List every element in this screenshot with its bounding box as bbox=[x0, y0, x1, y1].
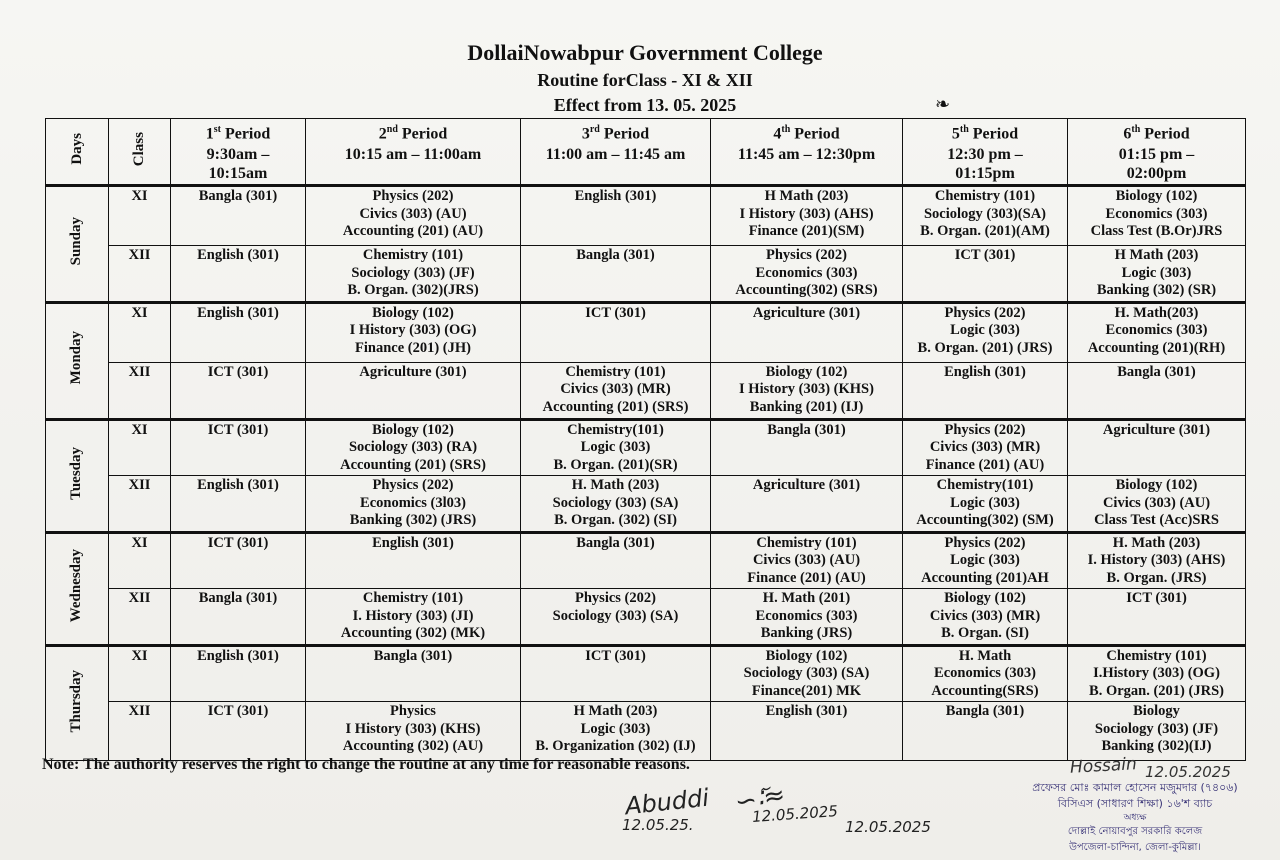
subject-line: Banking (302) (SR) bbox=[1096, 282, 1217, 299]
signature-date: 12.05.25. bbox=[622, 816, 694, 834]
period-header: 2nd Period bbox=[306, 119, 521, 145]
subject-line: I History (303) (OG) bbox=[349, 322, 477, 339]
subject-line: Bangla (301) bbox=[945, 703, 1025, 720]
subject-line: Logic (303) bbox=[950, 494, 1020, 511]
period-header: 5th Period bbox=[903, 119, 1068, 145]
subject-line: ICT (301) bbox=[207, 421, 269, 438]
subject-line: Civics (303) (AU) bbox=[359, 205, 467, 222]
period-time: 12:30 pm – 01:15pm bbox=[903, 144, 1068, 186]
subject-line: I.History (303) (OG) bbox=[1093, 665, 1220, 682]
subject-line: ICT (301) bbox=[207, 703, 269, 720]
class-label: XI bbox=[109, 532, 171, 589]
schedule-cell bbox=[171, 362, 306, 419]
subject-line: Economics (303) bbox=[1105, 205, 1208, 222]
schedule-cell bbox=[1068, 589, 1246, 646]
schedule-cell bbox=[171, 589, 306, 646]
schedule-cell bbox=[521, 589, 711, 646]
subject-line: Class Test (Acc)SRS bbox=[1094, 512, 1219, 529]
subject-line: Bangla (301) bbox=[198, 188, 278, 205]
signature-date: 12.05.2025 bbox=[1145, 763, 1231, 781]
subject-line: B. Organ. (201)(SR) bbox=[553, 456, 678, 473]
schedule-cell bbox=[711, 476, 903, 533]
subject-line: Agriculture (301) bbox=[752, 477, 861, 494]
class-label: XI bbox=[109, 419, 171, 476]
schedule-cell bbox=[1068, 476, 1246, 533]
subject-line: Sociology (303) (SA) bbox=[552, 494, 679, 511]
subject-line: Finance (201) (AU) bbox=[925, 456, 1045, 473]
table-row bbox=[46, 186, 1246, 246]
subject-line: Biology (102) bbox=[944, 590, 1026, 607]
subject-line: I. History (303) (JI) bbox=[352, 607, 474, 624]
schedule-cell bbox=[306, 476, 521, 533]
subject-line: ICT (301) bbox=[1126, 590, 1187, 607]
period-time: 11:00 am – 11:45 am bbox=[521, 144, 711, 186]
schedule-cell bbox=[1068, 419, 1246, 476]
subject-line: Accounting (201)(RH) bbox=[1087, 339, 1226, 356]
subject-line: English (301) bbox=[944, 363, 1026, 380]
schedule-cell bbox=[171, 246, 306, 303]
table-row bbox=[46, 246, 1246, 303]
schedule-cell bbox=[521, 186, 711, 246]
subject-line: English (301) bbox=[765, 703, 848, 720]
class-header: Class bbox=[109, 119, 171, 186]
subject-line: Sociology (303)(SA) bbox=[923, 205, 1047, 222]
subject-line: Bangla (301) bbox=[198, 590, 278, 607]
subject-line: Sociology (303) (JF) bbox=[351, 264, 475, 281]
schedule-cell bbox=[903, 532, 1068, 589]
subject-line: Economics (303) bbox=[755, 264, 858, 281]
subject-line: Chemistry(101) bbox=[936, 477, 1034, 494]
subject-line: Economics (3l03) bbox=[360, 494, 466, 511]
schedule-cell bbox=[171, 476, 306, 533]
subject-line: Chemistry (101) bbox=[756, 534, 857, 551]
schedule-cell bbox=[521, 702, 711, 761]
class-label: XII bbox=[109, 589, 171, 646]
subject-line: Finance(201) MK bbox=[751, 682, 862, 699]
schedule-cell bbox=[306, 419, 521, 476]
subject-line: H Math (203) bbox=[764, 188, 849, 205]
subject-line: ICT (301) bbox=[207, 534, 269, 551]
subject-line: H. Math(203) bbox=[1114, 304, 1199, 321]
subject-line: English (301) bbox=[197, 247, 279, 264]
subject-line: Physics (202) bbox=[575, 590, 656, 607]
subject-line: Finance (201) (AU) bbox=[747, 569, 866, 586]
schedule-cell bbox=[711, 186, 903, 246]
schedule-cell bbox=[521, 645, 711, 702]
subject-line: Biology (102) bbox=[1115, 188, 1198, 205]
subject-line: I History (303) (AHS) bbox=[739, 205, 874, 222]
subject-line: Agriculture (301) bbox=[359, 363, 467, 380]
subject-line: Accounting(302) (SRS) bbox=[735, 282, 878, 299]
table-row bbox=[46, 645, 1246, 702]
schedule-cell bbox=[903, 362, 1068, 419]
subject-line: H Math (203) bbox=[1114, 247, 1199, 264]
subject-line: Sociology (303) (RA) bbox=[348, 439, 478, 456]
subject-line: Physics (202) bbox=[944, 421, 1026, 438]
subject-line: English (301) bbox=[197, 477, 279, 494]
subject-line: Biology (102) bbox=[1115, 477, 1198, 494]
schedule-cell bbox=[711, 246, 903, 303]
subject-line: Chemistry(101) bbox=[567, 421, 664, 438]
table-row bbox=[46, 589, 1246, 646]
subject-line: B. Organ. (SI) bbox=[941, 625, 1029, 642]
effect-date: Effect from 13. 05. 2025 bbox=[553, 95, 737, 115]
subject-line: Accounting (201) (AU) bbox=[342, 223, 484, 240]
subject-line: B. Organ. (302) (SI) bbox=[554, 512, 677, 529]
class-label: XII bbox=[109, 702, 171, 761]
signature-date: 12.05.2025 bbox=[751, 802, 839, 826]
schedule-cell bbox=[521, 362, 711, 419]
subject-line: Biology (102) bbox=[372, 304, 454, 321]
subject-line: Agriculture (301) bbox=[1102, 421, 1211, 438]
schedule-cell bbox=[171, 702, 306, 761]
subject-line: Banking (302) (JRS) bbox=[349, 512, 477, 529]
subject-line: Chemistry (101) bbox=[934, 188, 1036, 205]
schedule-cell bbox=[1068, 702, 1246, 761]
subject-line: Economics (303) bbox=[934, 665, 1036, 682]
schedule-cell bbox=[903, 246, 1068, 303]
class-label: XI bbox=[109, 645, 171, 702]
subject-line: H Math (203) bbox=[573, 703, 658, 720]
schedule-cell bbox=[171, 645, 306, 702]
signature-date: 12.05.2025 bbox=[845, 818, 931, 836]
schedule-cell bbox=[903, 302, 1068, 362]
head-signature: Hossain bbox=[1069, 754, 1138, 778]
subject-line: I History (303) (KHS) bbox=[345, 720, 481, 737]
subject-line: Civics (303) (MR) bbox=[929, 607, 1041, 624]
member-signature: ∽∶ٓ≈ bbox=[732, 779, 788, 819]
subject-line: Banking (JRS) bbox=[760, 625, 853, 642]
subject-line: Accounting (201) (SRS) bbox=[340, 456, 486, 473]
subject-line: English (301) bbox=[197, 647, 279, 664]
table-row bbox=[46, 476, 1246, 533]
subject-line: Civics (303) (AU) bbox=[1102, 494, 1211, 511]
schedule-cell bbox=[903, 419, 1068, 476]
subject-line: Chemistry (101) bbox=[1106, 647, 1207, 664]
subject-line: Physics (202) bbox=[372, 188, 454, 205]
schedule-cell bbox=[903, 645, 1068, 702]
subject-line: I History (303) (KHS) bbox=[739, 381, 874, 398]
subject-line: B. Organ. (201) (JRS) bbox=[1089, 682, 1224, 699]
subject-line: Agriculture (301) bbox=[752, 304, 861, 321]
subject-line: Logic (303) bbox=[580, 439, 651, 456]
subject-line: Finance (201) (JH) bbox=[355, 339, 471, 356]
subject-line: Physics (202) bbox=[372, 477, 454, 494]
subject-line: Bangla (301) bbox=[767, 421, 846, 438]
subject-line: Economics (303) bbox=[1105, 322, 1208, 339]
routine-note: Note: The authority reserves the right to change the routine at any time for reasonable reasons. bbox=[42, 756, 690, 773]
table-row bbox=[46, 302, 1246, 362]
subject-line: Biology (102) bbox=[765, 647, 848, 664]
schedule-cell bbox=[1068, 302, 1246, 362]
table-row bbox=[46, 419, 1246, 476]
subject-line: Bangla (301) bbox=[576, 534, 655, 551]
subject-line: Bangla (301) bbox=[1117, 363, 1196, 380]
schedule-cell bbox=[306, 589, 521, 646]
table-row bbox=[46, 362, 1246, 419]
schedule-cell bbox=[1068, 645, 1246, 702]
subject-line: Civics (303) (MR) bbox=[929, 439, 1041, 456]
schedule-cell bbox=[306, 702, 521, 761]
subject-line: Logic (303) bbox=[950, 552, 1020, 569]
subject-line: B. Organ. (302)(JRS) bbox=[347, 282, 479, 299]
schedule-cell bbox=[711, 362, 903, 419]
class-label: XI bbox=[109, 186, 171, 246]
table-row bbox=[46, 532, 1246, 589]
days-header: Days bbox=[46, 119, 109, 186]
subject-line: Physics (202) bbox=[944, 534, 1026, 551]
day-label: Tuesday bbox=[46, 419, 109, 532]
schedule-cell bbox=[711, 645, 903, 702]
subject-line: Accounting (302) (AU) bbox=[342, 738, 484, 755]
period-header: 3rd Period bbox=[521, 119, 711, 145]
subject-line: Accounting (302) (MK) bbox=[340, 625, 486, 642]
class-label: XII bbox=[109, 362, 171, 419]
subject-line: H. Math (201) bbox=[762, 590, 851, 607]
schedule-cell bbox=[521, 246, 711, 303]
subject-line: Physics (202) bbox=[766, 247, 847, 264]
schedule-cell bbox=[903, 702, 1068, 761]
subject-line: Banking (302)(IJ) bbox=[1101, 738, 1212, 755]
class-label: XII bbox=[109, 246, 171, 303]
subject-line: Accounting(SRS) bbox=[931, 682, 1039, 699]
routine-title: Routine forClass - XI & XII bbox=[537, 70, 753, 90]
subject-line: Physics bbox=[390, 703, 436, 720]
subject-line: English (301) bbox=[197, 304, 279, 321]
subject-line: Logic (303) bbox=[580, 720, 651, 737]
period-header: 4th Period bbox=[711, 119, 903, 145]
subject-line: ICT (301) bbox=[585, 304, 646, 321]
subject-line: H. Math (203) bbox=[1112, 534, 1201, 551]
schedule-cell bbox=[521, 302, 711, 362]
official-stamp: প্রফেসর মোঃ কামাল হোসেন মজুমদার (৭৪০৬) বিসিএস (সাধারণ শিক্ষা) ১৬'শ ব্যাচ অধ্যক্ষ দোল্লাই নোয়াবপুর সরকারি কলেজ উপজেলা-চান্দিনা, জেলা-কুমিল্লা। bbox=[1032, 781, 1238, 853]
day-label: Monday bbox=[46, 302, 109, 419]
subject-line: Accounting(302) (SM) bbox=[916, 512, 1054, 529]
subject-line: ICT (301) bbox=[207, 363, 269, 380]
period-header: 1st Period bbox=[171, 119, 306, 145]
schedule-cell bbox=[521, 476, 711, 533]
subject-line: Sociology (303) (SA) bbox=[743, 665, 870, 682]
schedule-cell bbox=[711, 702, 903, 761]
table-row bbox=[46, 702, 1246, 761]
subject-line: Chemistry (101) bbox=[362, 247, 464, 264]
schedule-cell bbox=[903, 186, 1068, 246]
subject-line: Biology bbox=[1133, 703, 1180, 720]
subject-line: Logic (303) bbox=[950, 322, 1020, 339]
subject-line: Civics (303) (AU) bbox=[752, 552, 861, 569]
day-label: Sunday bbox=[46, 186, 109, 303]
subject-line: Physics (202) bbox=[944, 304, 1026, 321]
day-label: Wednesday bbox=[46, 532, 109, 645]
class-label: XII bbox=[109, 476, 171, 533]
subject-line: B. Organization (302) (IJ) bbox=[535, 738, 696, 755]
schedule-cell bbox=[1068, 246, 1246, 303]
subject-line: Chemistry (101) bbox=[362, 590, 464, 607]
schedule-cell bbox=[521, 532, 711, 589]
schedule-cell bbox=[1068, 532, 1246, 589]
period-header: 6th Period bbox=[1068, 119, 1246, 145]
subject-line: Biology (102) bbox=[372, 421, 454, 438]
subject-line: B. Organ. (201)(AM) bbox=[920, 223, 1050, 240]
subject-line: I. History (303) (AHS) bbox=[1087, 552, 1226, 569]
subject-line: Chemistry (101) bbox=[565, 363, 666, 380]
schedule-cell bbox=[711, 419, 903, 476]
subject-line: Biology (102) bbox=[765, 363, 848, 380]
subject-line: ICT (301) bbox=[954, 247, 1016, 264]
subject-line: Finance (201)(SM) bbox=[748, 223, 865, 240]
period-time: 01:15 pm – 02:00pm bbox=[1068, 144, 1246, 186]
subject-line: Bangla (301) bbox=[373, 647, 453, 664]
class-label: XI bbox=[109, 302, 171, 362]
subject-line: Class Test (B.Or)JRS bbox=[1090, 223, 1223, 240]
schedule-cell bbox=[521, 419, 711, 476]
schedule-cell bbox=[711, 589, 903, 646]
subject-line: Bangla (301) bbox=[576, 247, 655, 264]
subject-line: H. Math bbox=[958, 647, 1012, 664]
schedule-cell bbox=[711, 302, 903, 362]
schedule-cell bbox=[306, 246, 521, 303]
routine-table bbox=[45, 118, 1246, 761]
schedule-cell bbox=[1068, 186, 1246, 246]
schedule-cell bbox=[306, 186, 521, 246]
schedule-cell bbox=[903, 589, 1068, 646]
schedule-cell bbox=[171, 532, 306, 589]
period-time: 10:15 am – 11:00am bbox=[306, 144, 521, 186]
schedule-cell bbox=[711, 532, 903, 589]
subject-line: Sociology (303) (SA) bbox=[552, 607, 679, 624]
subject-line: English (301) bbox=[372, 534, 454, 551]
subject-line: Sociology (303) (JF) bbox=[1094, 720, 1219, 737]
ink-mark-icon: ❧ bbox=[935, 94, 951, 114]
subject-line: Logic (303) bbox=[1121, 264, 1192, 281]
schedule-cell bbox=[171, 302, 306, 362]
college-name: DollaiNowabpur Government College bbox=[467, 40, 823, 65]
schedule-cell bbox=[171, 419, 306, 476]
schedule-cell bbox=[306, 362, 521, 419]
subject-line: Civics (303) (MR) bbox=[560, 381, 671, 398]
schedule-cell bbox=[1068, 362, 1246, 419]
subject-line: Accounting (201)AH bbox=[921, 569, 1049, 586]
principal-signature: Abuddi bbox=[623, 783, 711, 821]
schedule-cell bbox=[306, 645, 521, 702]
subject-line: English (301) bbox=[574, 188, 657, 205]
subject-line: B. Organ. (201) (JRS) bbox=[917, 339, 1053, 356]
subject-line: Economics (303) bbox=[755, 607, 858, 624]
schedule-cell bbox=[306, 302, 521, 362]
schedule-cell bbox=[171, 186, 306, 246]
subject-line: H. Math (203) bbox=[571, 477, 660, 494]
subject-line: Accounting (201) (SRS) bbox=[542, 398, 689, 415]
subject-line: ICT (301) bbox=[585, 647, 646, 664]
period-time: 9:30am – 10:15am bbox=[171, 144, 306, 186]
subject-line: Banking (201) (IJ) bbox=[749, 398, 864, 415]
schedule-cell bbox=[306, 532, 521, 589]
schedule-cell bbox=[903, 476, 1068, 533]
subject-line: B. Organ. (JRS) bbox=[1106, 569, 1207, 586]
day-label: Thursday bbox=[46, 645, 109, 761]
period-time: 11:45 am – 12:30pm bbox=[711, 144, 903, 186]
